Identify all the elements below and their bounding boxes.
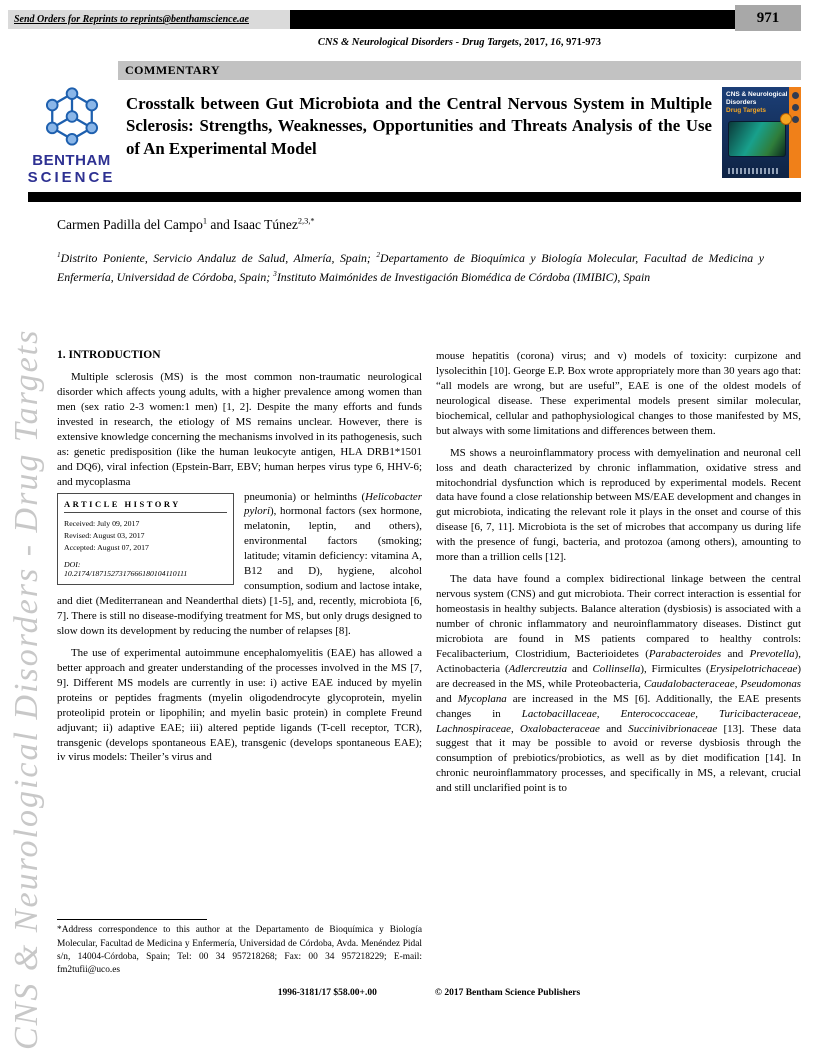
molecule-icon <box>34 86 110 150</box>
cover-bottom-decoration <box>728 168 778 174</box>
paragraph: mouse hepatitis (corona) virus; and v) models of toxicity: curpizone and lysolecithin [10]. George E.P. Box wrote appropriately more than 30 years ago that: “all models are wrong, but are useful”, EAE is one of the oldest models of neurological disease. These experimental models present similar molecular, biochemical, cellular and pathophysiological changes to those manifested by MS, but always with some limitations and differences between them. <box>436 350 801 437</box>
cover-title-line1: CNS & Neurological <box>726 91 788 98</box>
logo-text-bentham: BENTHAM <box>32 152 111 169</box>
paragraph: MS shows a neuroinflammatory process with demyelination and neuronal cell loss and death characterized by chronic inflammation, oxidative stress and mitochondrial dysfunction which is reproduced by experimental models. Recent data have found a close relationship between MS/EAE development and changes in gut microbiota, indicating the relevant role it plays in the onset and course of this disease [6, 7, 11]. Microbiota is the set of microbes that accompany us during life with the presence of fungi, bacteria, and protozoa (among others), amounting to more than a trillion cells [12]. <box>436 446 801 564</box>
cover-titles <box>726 91 788 115</box>
copyright-notice: © 2017 Bentham Science Publishers <box>434 988 581 998</box>
cover-brain-image <box>728 121 786 157</box>
publisher-line <box>57 988 801 998</box>
authors-line: Carmen Padilla del Campo$^1$ and Isaac Túnez$^{2,3,*}$ <box>57 216 315 232</box>
cover-badge-icon <box>780 113 792 125</box>
cover-strip-dot <box>792 104 799 111</box>
section-heading: 1. INTRODUCTION <box>57 349 161 361</box>
commentary-bar <box>118 61 801 80</box>
cover-title-line2: Disorders <box>726 99 757 107</box>
issn-price: 1996-3181/17 $58.00+.00 <box>277 988 377 998</box>
doi-label: DOI: <box>64 559 81 569</box>
correspondence-block <box>57 919 422 977</box>
affiliations: $^1$Distrito Poniente, Servicio Andaluz de Salud, Almería, Spain; $^2$Departamento de Bioquímica y Biología Molecular, Facultad de Medicina y Enfermería, Universidad de Córdoba, Spain; $^3$Instituto Maimónides de Investigación Biomédica de Córdoba (IMIBIC), Spain <box>57 250 764 285</box>
correspondence-footnote: *Address correspondence to this author at the Departamento de Bioquímica y Biología Molecular, Facultad de Medicina y Enfermería, Universidad de Córdoba, Avda. Menéndez Pidal s/n, 14004-Córdoba, Spain; Tel: 00 34 957218268; Fax: 00 34 957218229; E-mail: fm2tufii@uco.es <box>57 925 422 975</box>
doi-value: 10.2174/1871527317666180104110111 <box>64 568 188 578</box>
article-history-box <box>57 493 234 585</box>
cover-strip-dot <box>792 116 799 123</box>
paragraph: pneumonia) or helminths (Helicobacter pylori), hormonal factors (sex hormone, melatonin, leptin, and others), environmental factors (smoking; latitude; vitamin deficiency: vitamina A, B12 and D), hygiene, alcohol consumption, sodium and lactose intake, and diet (Mediterranean and Neanderthal diets) [1-5], and, recently, microbiota [6, 7]. There is still no disease-modifying treatment for MS, but only drugs designed to slow down its development by reducing the number of relapses [8]. <box>57 490 422 637</box>
journal-citation: CNS & Neurological Disorders - Drug Targets, 2017, 16, 971-973 <box>317 37 602 48</box>
bentham-logo <box>24 86 119 186</box>
cover-orange-strip <box>789 87 801 178</box>
left-column <box>57 349 422 977</box>
side-journal-name: CNS & Neurological Disorders - Drug Targets <box>8 328 45 1050</box>
right-column <box>436 349 801 977</box>
history-accepted: Accepted: August 07, 2017 <box>64 542 149 552</box>
article-title: Crosstalk between Gut Microbiota and the Central Nervous System in Multiple Sclerosis: Strengths, Weaknesses, Opportunities and Threats Analysis of the Use of An Experimental Model <box>126 94 712 158</box>
page-number: 971 <box>735 5 801 31</box>
history-revised: Revised: August 03, 2017 <box>64 530 145 540</box>
cover-title-line3: Drug Targets <box>726 107 766 115</box>
body-columns <box>57 349 801 977</box>
title-divider-bar <box>28 192 801 202</box>
history-received: Received: July 09, 2017 <box>64 518 140 528</box>
paragraph: The data have found a complex bidirectional linkage between the central nervous system (CNS) and gut microbiota. Their correct interaction is essential for homeostasis in healthy subjects. Balance alteration (dysbiosis) is associated with a number of chronic inflammatory and neuroinflammatory diseases. Distinct gut microbiota are found in MS patients compared to healthy controls: Fecalibacterium, Clostridium, Bacterioidetes (Parabacteroides and Prevotella), Actinobacteria (Adlercreutzia and Collinsella), Firmicultes (Erysipelotrichaceae) are decreased in the MS, while Proteobacteria, Caudalobacteraceae, Pseudomonas and Mycoplana are increased in the MS [6]. Additionally, the EAE presents changes in Lactobacillaceae, Enterococcaceae, Turicibacteraceae, Lachnospiraceae, Oxalobacteraceae and Succinivibrionaceae [13]. These data suggest that it may be possible to avoid or reverse dysbiosis through the consumption of prebiotics/probiotics, as well as by diet modification [14]. In chronic neuroinflammatory processes, and specifically in MS, a relevant, crucial and still unclarified point is to <box>436 573 802 795</box>
logo-text-science: SCIENCE <box>27 169 116 186</box>
article-history-title: ARTICLE HISTORY <box>64 499 227 513</box>
paragraph: Multiple sclerosis (MS) is the most common non-traumatic neurological disorder which affects young adults, with a higher prevalence among women than men (sex ratio 2-3 women:1 men) [1, 2]. Despite the many efforts and funds invested in research, the etiology of MS remains unclear. However, there is extensive knowledge concerning the mechanisms involved in its pathogenesis, such as: genetic predisposition (like the human leukocyte antigen, HLA DRB1*1501 and DQ6), viral infection (Epstein-Barr, EBV; human herpes virus type 6, HHV-6; and mycoplasma <box>57 371 422 488</box>
cover-thumbnail <box>722 87 801 178</box>
paragraph: The use of experimental autoimmune encephalomyelitis (EAE) has allowed a better approach and greater understanding of the processes involved in the MS [7, 9]. Different MS models are currently in use: i) active EAE induced by myelin proteins or peptides fragments (myelin oligodendrocyte glycoprotein, myelin proteolipid protein or lipophilin; and myelin basic protein) in complete Freund adjuvant; ii) adaptive EAE; iii) altered peptide ligands (T-cell receptor, TCR), transgenic (develops spontaneous EAE), transgenic (develops spontaneous EAE); iv virus models: Theiler’s virus and <box>57 646 422 764</box>
history-wrap-zone <box>57 490 422 639</box>
cover-strip-dot <box>792 92 799 99</box>
commentary-label: COMMENTARY <box>125 63 221 77</box>
reprint-notice: Send Orders for Reprints to reprints@benthamscience.ae <box>8 10 290 29</box>
footnote-rule <box>57 919 207 920</box>
